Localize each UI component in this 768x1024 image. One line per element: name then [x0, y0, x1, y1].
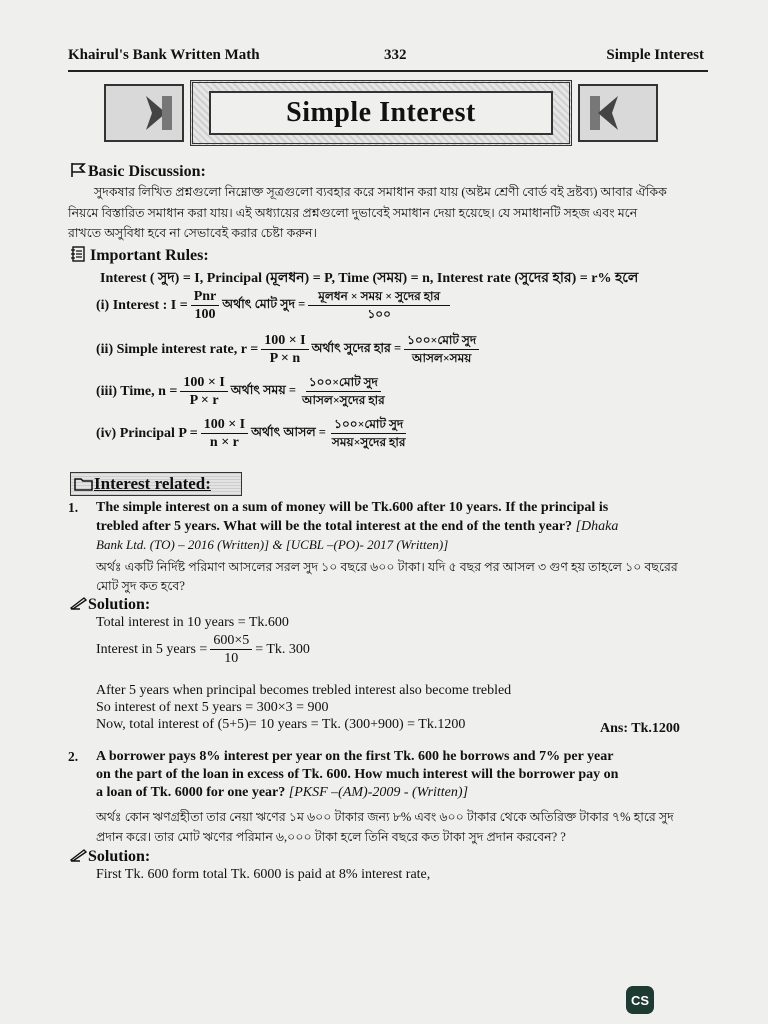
sol1-step-5: Now, total interest of (5+5)= 10 years = Tk. (300+900) = Tk.1200	[96, 717, 466, 732]
solution-2-title: Solution:	[88, 848, 151, 865]
flag-icon	[70, 162, 88, 178]
sol1-answer: Ans: Tk.1200	[600, 721, 680, 736]
sol1-step-2-numerator: 600×5	[210, 632, 252, 650]
rule-rate-bangla-label: অর্থাৎ সুদের হার =	[311, 340, 402, 355]
banner-center	[190, 80, 572, 146]
sol2-step-1: First Tk. 600 form total Tk. 6000 is paid at 8% interest rate,	[96, 867, 431, 882]
sol1-step-2-result: = Tk. 300	[255, 641, 310, 657]
q2-line-1: A borrower pays 8% interest per year on the first Tk. 600 he borrows and 7% per year	[96, 749, 614, 764]
interest-related-title: Interest related:	[94, 474, 211, 493]
q1-line-2-text: trebled after 5 years. What will be the total interest at the end of the tenth year?	[96, 519, 576, 534]
solution-1-title: Solution:	[88, 596, 151, 613]
q2-line-3	[96, 784, 708, 802]
variable-definitions: Interest ( সুদ) = I, Principal (মূলধন) = P, Time (সময়) = n, Interest rate (সুদের হার) = r% হলে	[100, 271, 639, 286]
pen-icon	[70, 848, 88, 862]
chevron-left-icon	[598, 96, 618, 130]
q2-line-2: on the part of the loan in excess of Tk. 600. How much interest will the borrower pay on	[96, 767, 619, 782]
rule-interest-bangla-denominator: ১০০	[367, 307, 391, 321]
solution-1-heading	[70, 596, 150, 614]
interest-related-heading	[74, 474, 211, 494]
banner-title-box	[209, 91, 553, 135]
q1-bangla-line-2: মোট সুদ কত হবে?	[96, 579, 185, 593]
q1-bangla-line-1: অর্থঃ একটি নির্দিষ্ট পরিমাণ আসলের সরল সুদ ১০ বছরে ৬০০ টাকা। যদি ৫ বছর পর আসল ৩ গুণ হয় তাহলে ১০ বছরের	[96, 560, 678, 574]
solution-2-heading	[70, 848, 150, 866]
sol1-step-2-label: Interest in 5 years =	[96, 641, 208, 657]
q2-bangla-line-2: প্রদান করে। তার মোট ঋণের পরিমান ৬,০০০ টাকা হলে তিনি বছরে কত টাকা সুদ প্রদান করবেন? ?	[96, 830, 566, 844]
important-rules-heading	[70, 246, 209, 265]
sol1-step-2-denominator: 10	[224, 651, 239, 666]
sol1-step-4: So interest of next 5 years = 300×3 = 900	[96, 700, 329, 715]
camscanner-badge: CS	[626, 986, 654, 1014]
q1-line-1: The simple interest on a sum of money will be Tk.600 after 10 years. If the principal is	[96, 500, 609, 515]
running-header	[68, 44, 708, 72]
pen-icon	[70, 596, 88, 610]
chapter-title: Simple Interest	[286, 97, 476, 128]
rule-rate-label: (ii) Simple interest rate, r =	[96, 341, 259, 357]
rule-principal-bangla-numerator: ১০০×মোট সুদ	[331, 416, 406, 434]
rule-principal	[96, 416, 411, 451]
basic-line-1: সুদকষার লিখিত প্রশ্নগুলো নিম্নোক্ত সূত্রগুলো ব্যবহার করে সমাধান করা যায় (অষ্টম শ্রেণী বোর্ড বই দ্রষ্টব্য) আবার ঐকিক	[94, 185, 667, 199]
basic-line-3: রাখতে অসুবিধা হবে না সেভাবেই করার চেষ্টা করুন।	[68, 226, 317, 240]
rule-rate-denominator: P × n	[269, 351, 301, 366]
rule-time-label: (iii) Time, n =	[96, 383, 178, 399]
q2-line-3-text: a loan of Tk. 6000 for one year?	[96, 785, 289, 800]
rule-principal-label: (iv) Principal P =	[96, 425, 198, 441]
rule-time-numerator: 100 × I	[180, 374, 227, 392]
rule-rate-numerator: 100 × I	[261, 332, 308, 350]
rule-interest	[96, 288, 453, 323]
rule-interest-label: (i) Interest : I =	[96, 297, 188, 313]
rule-time	[96, 374, 391, 409]
rule-interest-numerator: Pnr	[191, 288, 220, 306]
q1-source: Bank Ltd. (TO) – 2016 (Written)] & [UCBL –(PO)- 2017 (Written)]	[96, 537, 449, 552]
rule-rate-bangla-denominator: আসল×সময়	[411, 351, 472, 365]
chapter-banner	[104, 80, 658, 144]
q2-bangla-line-1: অর্থঃ কোন ঋণগ্রহীতা তার নেয়া ঋণের ১ম ৬০০ টাকার জন্য ৮% এবং ৬০০ টাকার থেকে অতিরিক্ত টাকার ৭% হারে সুদ	[96, 810, 674, 824]
rule-principal-numerator: 100 × I	[201, 416, 248, 434]
rule-principal-bangla-label: অর্থাৎ আসল =	[251, 424, 326, 439]
q1-line-2-source: [Dhaka	[575, 519, 619, 534]
rule-time-denominator: P × r	[189, 393, 219, 408]
q2-number: 2.	[68, 749, 79, 764]
basic-discussion-heading	[70, 162, 206, 181]
rule-rate-bangla-numerator: ১০০×মোট সুদ	[404, 332, 479, 350]
banner-right-ornament	[578, 84, 658, 142]
rule-interest-bangla-label: অর্থাৎ মোট সুদ =	[222, 296, 306, 311]
sol1-step-1: Total interest in 10 years = Tk.600	[96, 615, 289, 630]
sol1-step-2	[96, 632, 310, 667]
q1-line-2	[96, 518, 716, 536]
banner-left-ornament	[104, 84, 184, 142]
rule-principal-bangla-denominator: সময়×সুদের হার	[331, 435, 406, 449]
basic-line-2: নিয়মে বিস্তারিত সমাধান করা যায়। এই অধ্যায়ের প্রশ্নগুলো দুভাবেই সমাধান দেয়া হয়েছে। যে সমাধানটি সহজ এবং মনে	[68, 206, 638, 220]
rule-rate	[96, 332, 482, 367]
q1-number: 1.	[68, 500, 79, 515]
rule-time-bangla-numerator: ১০০×মোট সুদ	[306, 374, 381, 392]
q2-source: [PKSF –(AM)-2009 - (Written)]	[288, 785, 469, 800]
sol1-step-3: After 5 years when principal becomes trebled interest also become trebled	[96, 683, 512, 698]
folder-icon	[74, 476, 94, 491]
rule-principal-denominator: n × r	[209, 435, 239, 450]
header-chapter-title: Simple Interest	[606, 47, 704, 63]
page-number: 332	[384, 47, 407, 63]
header-book-title: Khairul's Bank Written Math	[68, 47, 260, 63]
basic-discussion-title: Basic Discussion:	[88, 163, 206, 180]
rule-interest-denominator: 100	[194, 307, 216, 322]
important-rules-title: Important Rules:	[90, 247, 209, 264]
rule-time-bangla-denominator: আসল×সুদের হার	[301, 393, 385, 407]
bar-icon	[162, 96, 172, 130]
notebook-icon	[70, 246, 86, 262]
rule-time-bangla-label: অর্থাৎ সময় =	[230, 382, 296, 397]
rule-interest-bangla-numerator: মূলধন × সময় × সুদের হার	[308, 288, 450, 306]
